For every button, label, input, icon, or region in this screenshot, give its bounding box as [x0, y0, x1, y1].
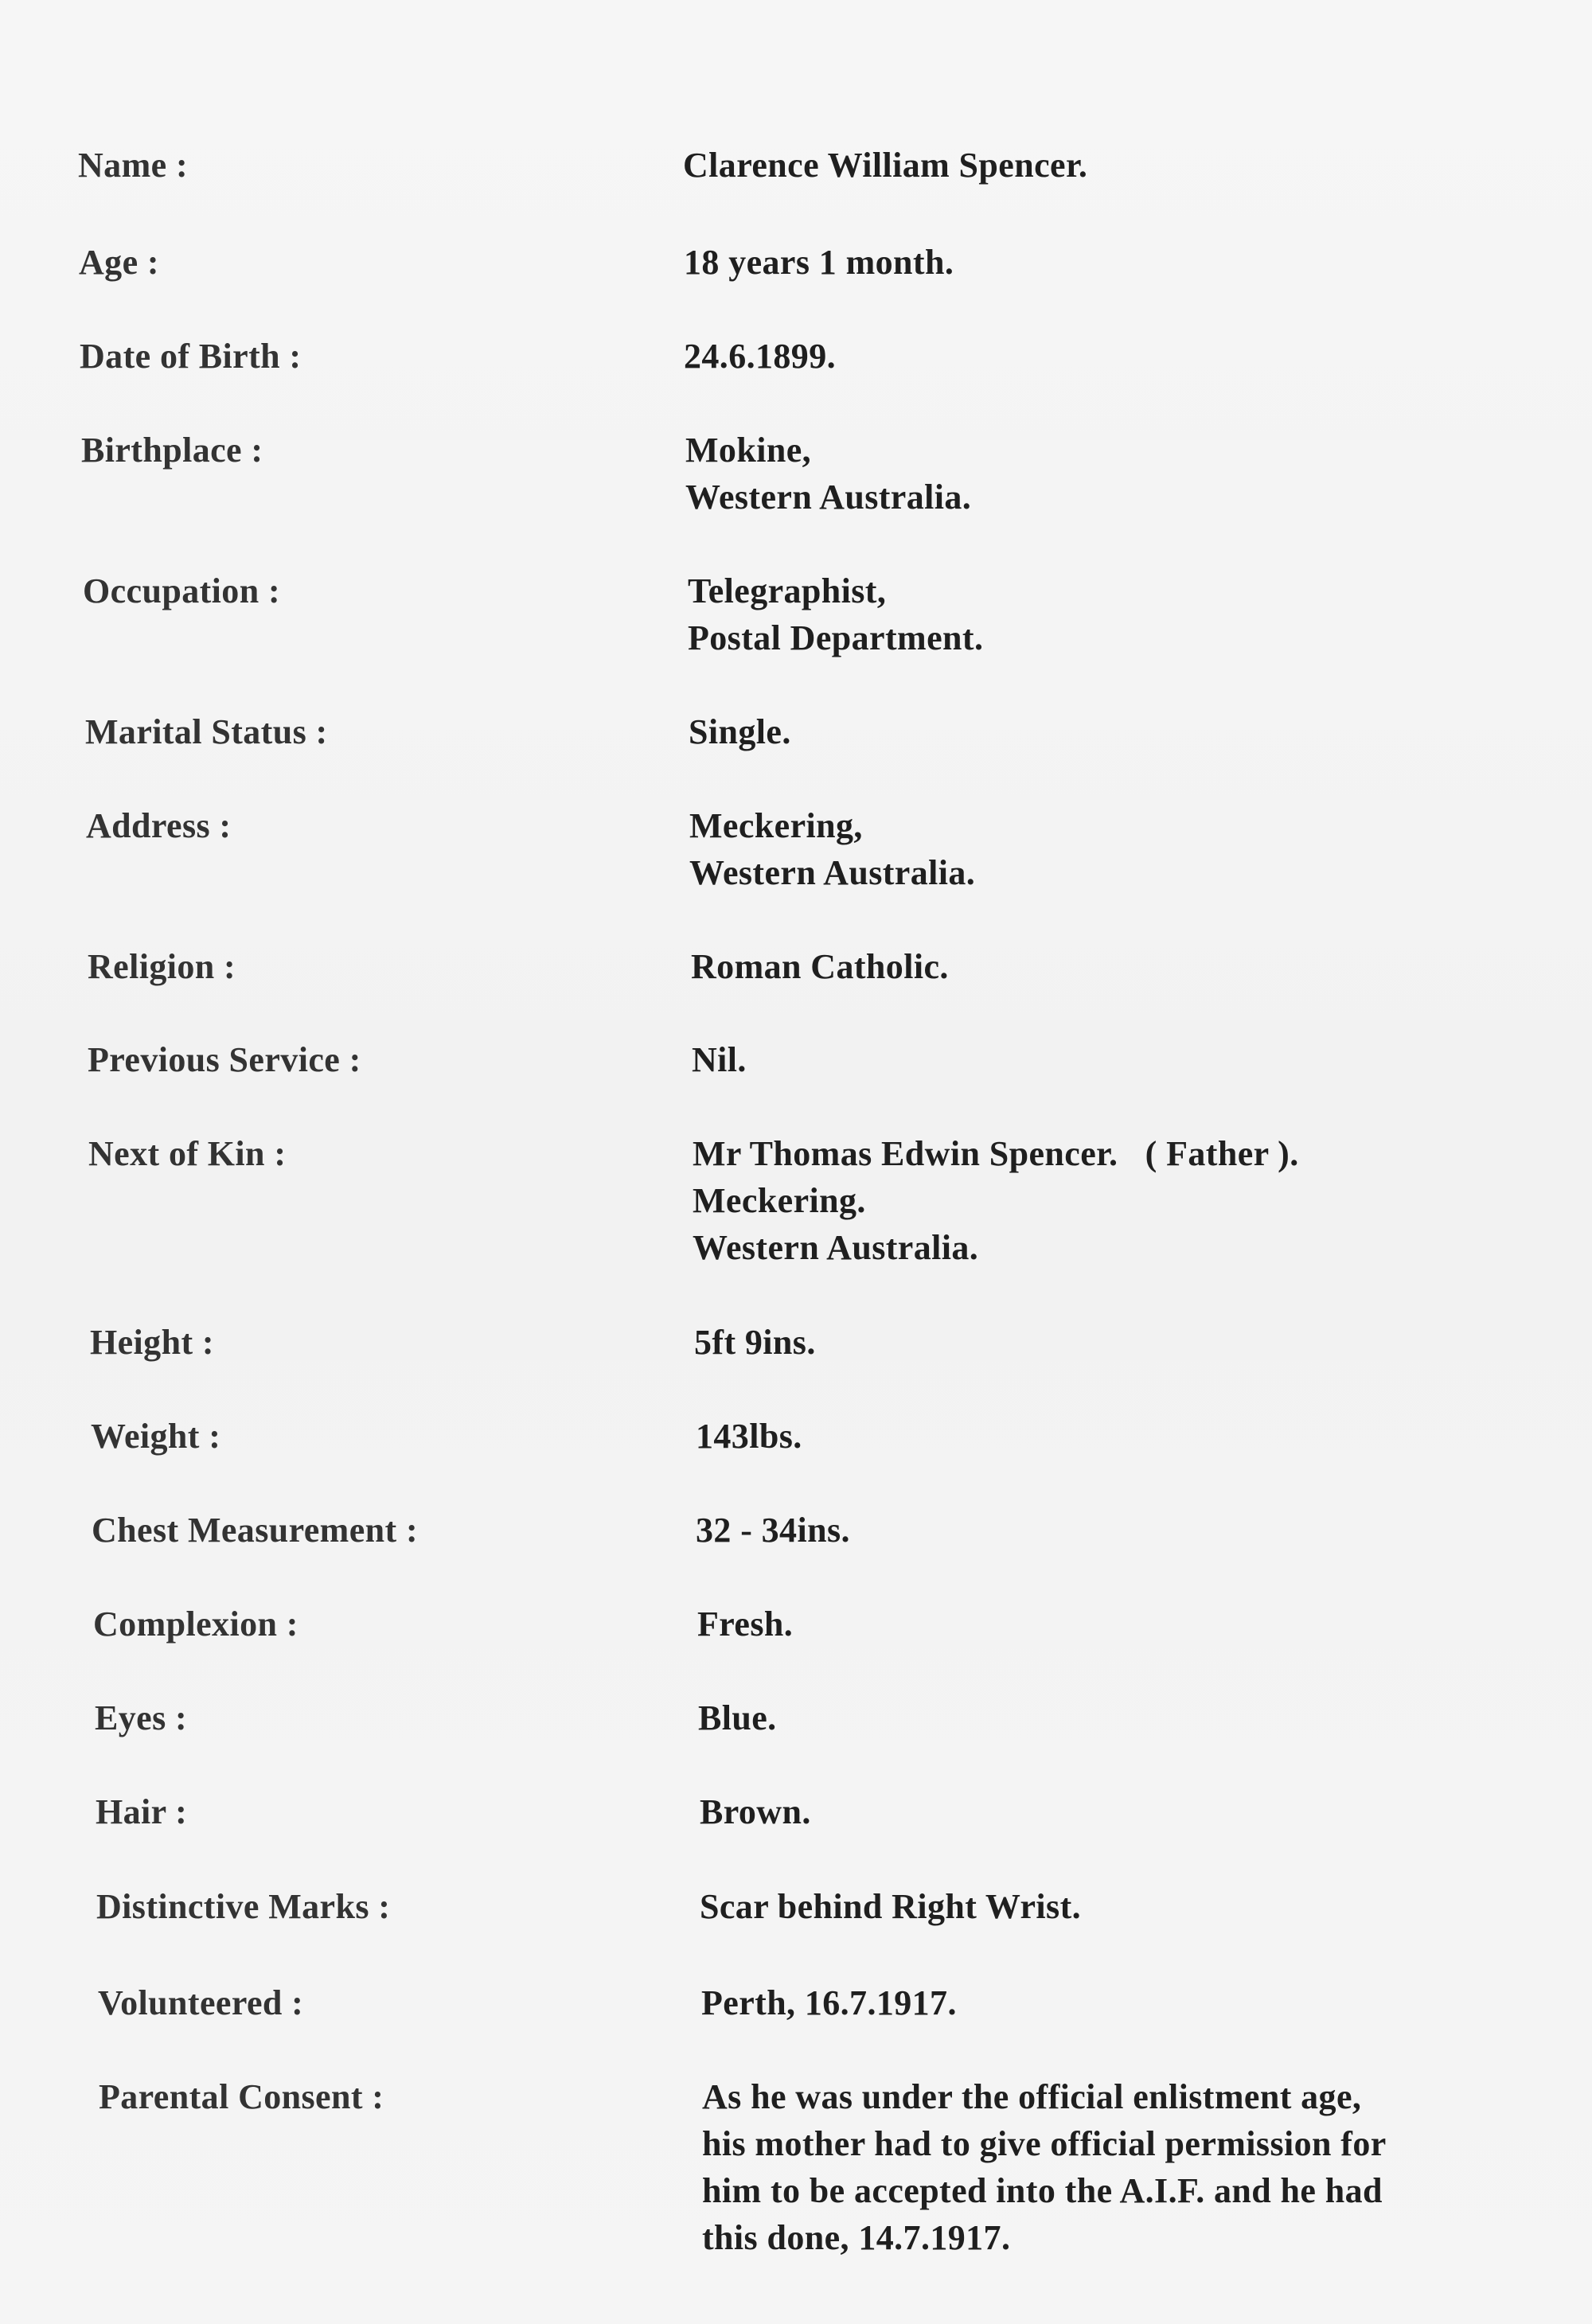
previous-service-label: Previous Service :: [88, 1040, 361, 1079]
date-of-birth-label: Date of Birth :: [80, 337, 302, 376]
parental-consent-label: Parental Consent :: [99, 2077, 384, 2116]
parental-consent-value-line-1: As he was under the official enlistment age,: [702, 2077, 1362, 2116]
occupation-value-line-1: Telegraphist,: [688, 571, 887, 610]
address-value-line-1: Meckering,: [689, 806, 863, 845]
next-of-kin-label: Next of Kin :: [88, 1134, 287, 1173]
height-label: Height :: [90, 1323, 214, 1362]
hair-value-line: Brown.: [700, 1792, 811, 1831]
distinctive-marks-label: Distinctive Marks :: [96, 1887, 391, 1926]
parental-consent-value-line-3: him to be accepted into the A.I.F. and he had: [702, 2171, 1383, 2210]
eyes-value: [698, 1694, 777, 1741]
parental-consent-value-line-4: this done, 14.7.1917.: [702, 2218, 1011, 2257]
next-of-kin-value-line-2: Meckering.: [693, 1181, 866, 1220]
complexion-value: [697, 1601, 793, 1647]
distinctive-marks-value-line: Scar behind Right Wrist.: [700, 1887, 1082, 1926]
hair-label: Hair :: [96, 1792, 188, 1831]
marital-status-label: Marital Status :: [85, 712, 328, 751]
occupation-value: [688, 567, 983, 661]
age-value-line: 18 years 1 month.: [684, 243, 954, 282]
volunteered-value: [701, 1979, 957, 2026]
volunteered-label: Volunteered :: [98, 1983, 304, 2022]
date-of-birth-value: [684, 333, 836, 380]
religion-label: Religion :: [88, 947, 236, 986]
height-value-line: 5ft 9ins.: [694, 1323, 816, 1362]
age-label: Age :: [79, 243, 159, 282]
age-value: [684, 239, 954, 286]
weight-value: [696, 1413, 802, 1460]
eyes-value-line: Blue.: [698, 1698, 777, 1737]
date-of-birth-value-line: 24.6.1899.: [684, 337, 836, 376]
occupation-value-line-2: Postal Department.: [688, 618, 984, 657]
birthplace-value: [685, 427, 971, 521]
name-value: [683, 142, 1087, 189]
next-of-kin-value-line-3: Western Australia.: [693, 1228, 979, 1267]
eyes-label: Eyes :: [95, 1698, 188, 1737]
next-of-kin-value-line-1: Mr Thomas Edwin Spencer. ( Father ).: [693, 1134, 1299, 1173]
marital-status-value-line: Single.: [689, 712, 791, 751]
religion-value-line: Roman Catholic.: [691, 947, 949, 986]
hair-value: [700, 1788, 811, 1835]
occupation-label: Occupation :: [83, 571, 281, 610]
previous-service-value-line: Nil.: [692, 1040, 747, 1079]
name-value-line: Clarence William Spencer.: [683, 146, 1088, 185]
birthplace-value-line-2: Western Australia.: [685, 478, 972, 517]
address-label: Address :: [86, 806, 232, 845]
birthplace-value-line-1: Mokine,: [685, 431, 812, 470]
name-label: Name :: [78, 146, 189, 185]
weight-value-line: 143lbs.: [696, 1417, 802, 1456]
birthplace-label: Birthplace :: [81, 431, 263, 470]
previous-service-value: [692, 1036, 747, 1083]
height-value: [694, 1319, 816, 1366]
chest-measurement-label: Chest Measurement :: [92, 1511, 419, 1550]
chest-measurement-value: [696, 1507, 850, 1554]
address-value: [689, 802, 975, 896]
chest-measurement-value-line: 32 - 34ins.: [696, 1511, 850, 1550]
religion-value: [691, 943, 949, 990]
next-of-kin-value: [693, 1130, 1299, 1271]
complexion-label: Complexion :: [93, 1605, 298, 1644]
distinctive-marks-value: [700, 1883, 1081, 1930]
volunteered-value-line: Perth, 16.7.1917.: [701, 1983, 957, 2022]
marital-status-value: [689, 708, 791, 755]
parental-consent-value-line-2: his mother had to give official permission for: [702, 2124, 1387, 2163]
parental-consent-value: [702, 2073, 1387, 2261]
weight-label: Weight :: [91, 1417, 221, 1456]
complexion-value-line: Fresh.: [697, 1605, 794, 1644]
address-value-line-2: Western Australia.: [689, 853, 976, 892]
